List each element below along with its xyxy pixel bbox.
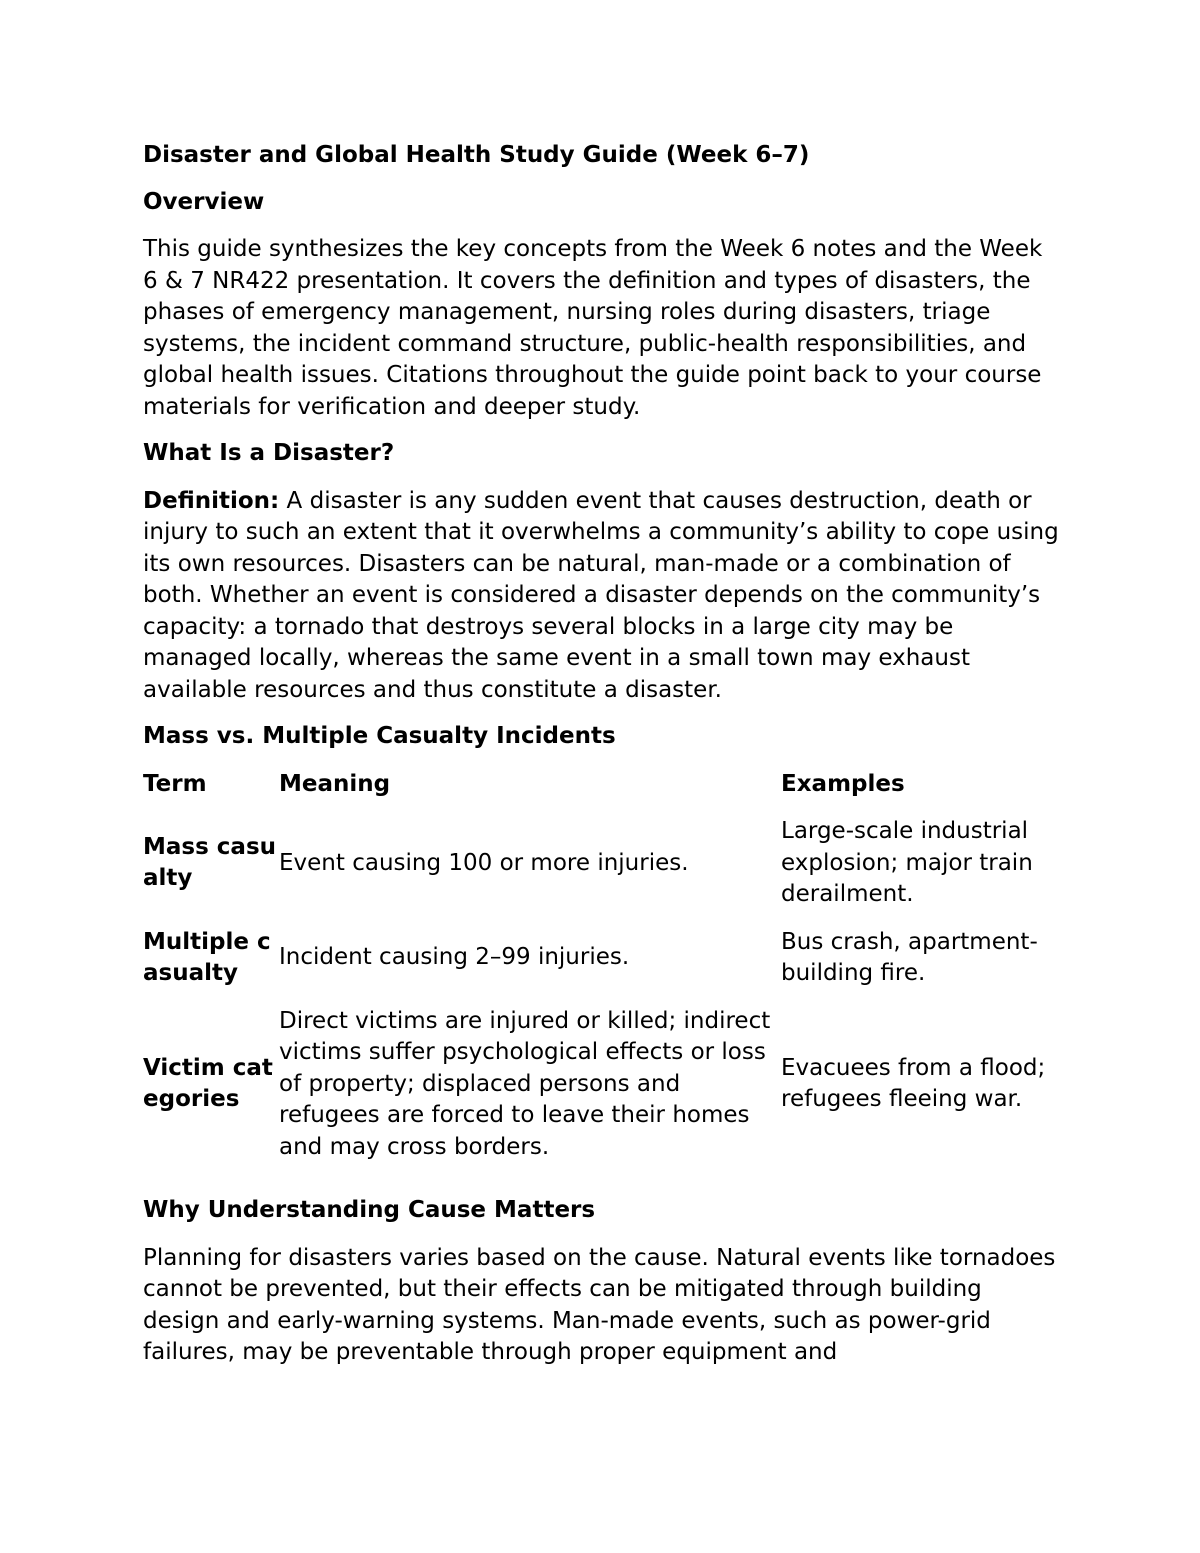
row-term: Victim categories	[143, 1054, 273, 1113]
table-row	[143, 816, 1063, 927]
overview-heading: Overview	[143, 188, 265, 215]
document-title: Disaster and Global Health Study Guide (Week 6–7)	[143, 142, 810, 168]
document-page	[143, 140, 1063, 1384]
table-row	[143, 927, 1063, 1006]
column-header-term: Term	[143, 770, 207, 797]
row-term: Mass casualty	[143, 833, 277, 892]
row-examples: Evacuees from a flood; refugees fleeing war.	[781, 1054, 1046, 1113]
row-meaning: Event causing 100 or more injuries.	[279, 849, 689, 876]
row-meaning: Direct victims are injured or killed; indirect victims suffer psychological effects or loss of property; displaced persons and refugees are forced to leave their homes and may cross borders.	[279, 1007, 771, 1160]
table-header-row	[143, 769, 1063, 817]
row-meaning: Incident causing 2–99 injuries.	[279, 944, 630, 971]
what-is-disaster-heading: What Is a Disaster?	[143, 440, 395, 466]
row-examples: Large-scale industrial explosion; major train derailment.	[781, 818, 1033, 907]
overview-paragraph: This guide synthesizes the key concepts from the Week 6 notes and the Week 6 & 7 NR422 presentation. It covers the definition and types of disasters, the phases of emergency management, nursing roles during disasters, triage systems, the incident command structure, public-health responsibilities, and global health issues. Citations throughout the guide point back to your course materials for verification and deeper study.	[143, 236, 1043, 420]
definition-label: Definition:	[143, 487, 280, 514]
definition-text: A disaster is any sudden event that causes destruction, death or injury to such an extent that it overwhelms a community’s ability to cope using its own resources. Disasters can be natural, man-made or a combination of both. Whether an event is considered a disaster depends on the community’s capacity: a tornado that destroys several blocks in a large city may be managed locally, whereas the same event in a small town may exhaust available resources and thus constitute a disaster.	[143, 487, 1059, 703]
column-header-examples: Examples	[781, 770, 905, 797]
mass-vs-multiple-heading: Mass vs. Multiple Casualty Incidents	[143, 723, 616, 749]
definition-paragraph	[143, 486, 1063, 707]
column-header-meaning: Meaning	[279, 770, 391, 797]
why-cause-heading: Why Understanding Cause Matters	[143, 1197, 596, 1223]
table-row	[143, 1006, 1063, 1180]
row-term: Multiple casualty	[143, 928, 271, 986]
row-examples: Bus crash, apartment-building fire.	[781, 928, 1038, 986]
why-cause-paragraph: Planning for disasters varies based on the cause. Natural events like tornadoes cannot be prevented, but their effects can be mitigated through building design and early-warning systems. Man-made events, such as power-grid failures, may be preventable through proper equipment and	[143, 1244, 1056, 1365]
casualty-table	[143, 769, 1063, 1180]
